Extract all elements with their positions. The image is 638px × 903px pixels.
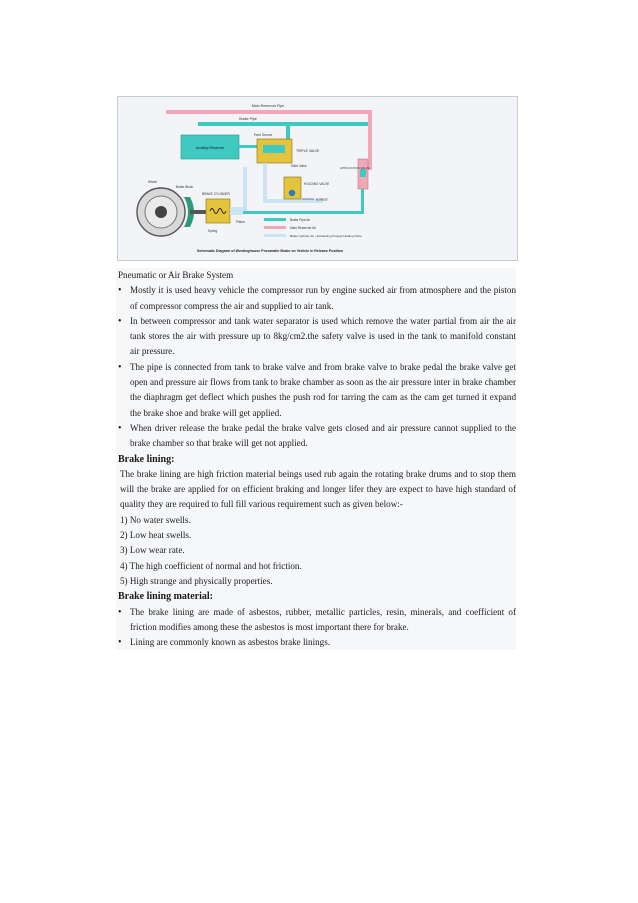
list-item: • When driver release the brake pedal the brake valve gets closed and air pressure cannot supplied to the brake chamber so that brake will get not applied. [116,421,516,452]
list-item: • In between compressor and tank water separator is used which remove the water partial from air the air tank stores the air with pressure up to 8kg/cm2.the safety valve is used in the tank to manifold constant air pressure. [116,314,516,360]
application-valve-label: APPLICATION VALVE [340,166,370,170]
main-reservoir-pipe-down [368,110,372,170]
brake-pipe-label: Brake Pipe [239,117,257,121]
section-heading-pneumatic: Pneumatic or Air Brake System [118,270,234,280]
list-item: 1) No water swells. [120,514,191,525]
list-item: • The brake lining are made of asbestos, rubber, metallic particles, resin, minerals, and coefficient of friction modifies among these the asbestos is most important there for brake. [116,605,516,636]
brake-pipe [198,122,368,126]
legend-swatch-brake-cylinder-air [264,234,286,237]
list-item: • Mostly it is used heavy vehicle the compressor run by engine sucked air from atmosphere and the piston of compressor compress the air and supplied to air tank. [116,283,516,314]
triple-valve-chamber [263,145,285,153]
requirements-list [116,513,516,589]
wheel-hub [155,206,167,218]
brake-block-label: Brake Block [176,185,194,189]
brake-schematic-svg [118,97,517,260]
main-reservoir-pipe-label: Main Reservoir Pipe [251,104,285,108]
section-heading-lining-material: Brake lining material: [118,591,213,603]
list-item: • The pipe is connected from tank to brake valve and from brake valve to brake pedal the brake valve get open and pressure air flows from tank to brake chamber as soon as the air pressure inter in brake chamber the diaphragm get deflect which pushes the push rod for tarring the cam as the cam get turned it expand the brake shoe and brake will get applied. [116,360,516,421]
piston-chamber [230,207,243,215]
legend-swatch-brake-pipe-air [264,218,286,221]
legend-swatch-main-reservoir-air [264,226,286,229]
application-valve-core [360,169,366,177]
legend-label-brake-pipe-air: Brake Pipe Air [290,218,311,222]
auxiliary-reservoir-label: Auxiliary Reservoir [195,146,225,150]
diagram-legend [264,218,362,238]
piston-label: Piston [236,220,245,224]
brake-lining-paragraph: The brake lining are high friction material beings used rub again the rotating brake drums and to stop them will the brake are applied for on efficient braking and longer lifer they are expect to have high standard of quality they are required to full fill various requirement such as given below:- [120,468,516,510]
list-item: • Lining are commonly known as asbestos brake linings. [116,635,516,650]
feed-groove-label: Feed Groove [253,133,273,137]
application-pipe [361,189,364,211]
spring-label: Spring [208,229,218,233]
document-text [116,268,516,650]
section-heading-brake-lining: Brake lining: [118,453,175,465]
lower-brake-pipe [243,211,364,214]
brake-schematic-diagram [117,96,518,261]
legend-label-main-reservoir-air: Main Reservoir Air [290,226,317,230]
list-item: 4) The high coefficient of normal and hot friction. [120,560,302,571]
brake-rod [190,210,206,214]
brake-cylinder-label: BRAKE CYLINDER [202,192,230,196]
holding-valve-label: HOLDING VALVE [304,182,330,186]
pipe-to-holding [263,163,267,203]
slide-valve-label: Slide Valve [291,164,307,168]
lining-material-bullet-list [116,605,516,651]
triple-valve-label: TRIPLE VALVE [296,149,320,153]
legend-label-brake-cylinder-air: Brake Cylinder Air - Exhausting through Holding Valve [290,234,362,238]
aux-pipe [239,145,257,148]
brake-cylinder-pipe [243,167,247,211]
pipe-holding-lower [263,199,323,203]
main-reservoir-pipe [166,110,372,114]
pneumatic-bullet-list [116,283,516,451]
list-item: 3) Low wear rate. [120,545,185,556]
wheel-label: Wheel [148,180,158,184]
holding-valve-port [289,190,295,196]
diagram-caption: Schematic Diagram of Westinghouse Pneumatic Brake on Vehicle in Release Position [196,249,344,253]
exhaust-label: Exhaust [316,197,328,202]
list-item: 2) Low heat swells. [120,530,192,541]
list-item: 5) High strange and physically properties. [120,575,273,586]
